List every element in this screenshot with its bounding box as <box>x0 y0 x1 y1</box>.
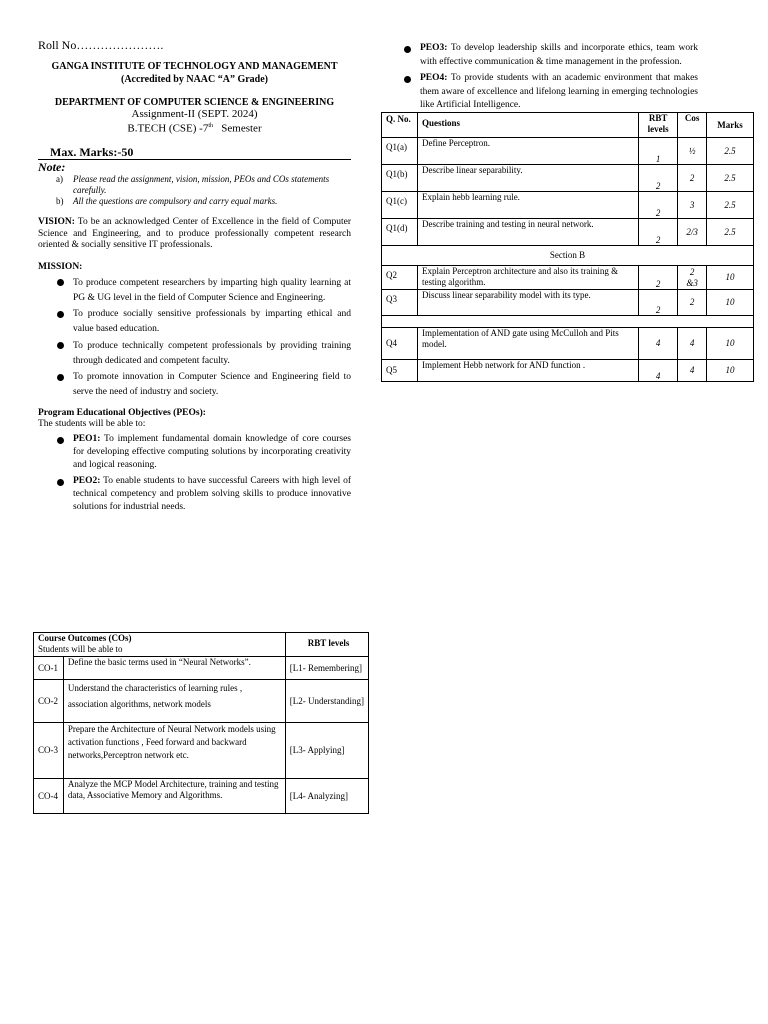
accreditation: (Accredited by NAAC “A” Grade) <box>120 74 268 85</box>
mission-bullet <box>56 341 66 351</box>
note-item-a: Please read the assignment, vision, mission, PEOs and COs statements carefully. <box>73 174 330 195</box>
note-title: Note: <box>38 160 66 174</box>
marks-value: 2.5 <box>707 219 754 246</box>
qno: Q1(c) <box>382 192 418 219</box>
marks-value: 10 <box>707 360 754 382</box>
institute-name: GANGA INSTITUTE OF TECHNOLOGY AND MANAGEMENT <box>51 61 338 72</box>
co-value: 2 <box>678 290 707 316</box>
peo-label: PEO1: <box>73 434 101 444</box>
co-subtitle: Students will be able to <box>38 643 123 654</box>
department-name: DEPARTMENT OF COMPUTER SCIENCE & ENGINEERING <box>54 97 335 108</box>
qno: Q1(a) <box>382 138 418 165</box>
question-text: Describe training and testing in neural network. <box>417 219 638 246</box>
header-marks: Marks <box>707 113 754 138</box>
co-value: ½ <box>678 138 707 165</box>
peo-item-2 <box>73 475 351 514</box>
co-row <box>34 680 369 723</box>
co-value: 4 <box>678 360 707 382</box>
course-outcomes-table <box>33 632 369 814</box>
course-suffix: Semester <box>221 122 262 135</box>
question-text: Define Perceptron. <box>417 138 638 165</box>
co-row <box>34 723 369 779</box>
question-text: Explain Perceptron architecture and also its training & testing algorithm. <box>417 266 638 290</box>
co-header-row <box>34 633 369 657</box>
co-rbt: [L1- Remembering] <box>285 657 368 680</box>
header-cos: Cos <box>678 113 707 138</box>
question-row <box>382 192 754 219</box>
vision-text: To be an acknowledged Center of Excellence in the field of Computer Science and Engineering, and to produce professionally competent research oriented & socially sensitive IT professionals. <box>38 217 351 250</box>
note-label-a: a) <box>56 174 63 184</box>
question-text: Explain hebb learning rule. <box>417 192 638 219</box>
peo-label: PEO4: <box>420 73 448 83</box>
co-value: 4 <box>678 328 707 360</box>
rbt-level: 2 <box>639 219 678 246</box>
section-b-label: Section B <box>382 246 754 266</box>
co-header-cell <box>34 633 286 657</box>
peo-bullet <box>403 75 413 85</box>
rbt-level: 2 <box>639 266 678 290</box>
qno: Q1(d) <box>382 219 418 246</box>
question-row <box>382 290 754 316</box>
rbt-level: 2 <box>639 165 678 192</box>
peo-label: PEO3: <box>420 43 448 53</box>
max-marks: Max. Marks:-50 <box>50 145 134 159</box>
co-row <box>34 779 369 814</box>
co-id: CO-1 <box>34 657 64 680</box>
peo-bullet <box>56 478 66 488</box>
co-row <box>34 657 369 680</box>
rbt-level: 4 <box>639 328 678 360</box>
peos-title: Program Educational Objectives (PEOs): <box>38 408 206 418</box>
co-text: Prepare the Architecture of Neural Network models using activation functions , Feed forward and backward networks,Perceptron network etc. <box>63 723 285 779</box>
question-row <box>382 328 754 360</box>
mission-item: To produce socially sensitive professionals by imparting ethical and value based education. <box>73 309 351 334</box>
rbt-level: 2 <box>639 192 678 219</box>
co-text: Analyze the MCP Model Architecture, training and testing data, Associative Memory and Algorithms. <box>63 779 285 814</box>
peo-text: To enable students to have successful Careers with high level of technical competency and problem solving skills to produce innovative solutions for industrial needs. <box>73 476 351 512</box>
marks-value: 10 <box>707 328 754 360</box>
assignment-title: Assignment-II (SEPT. 2024) <box>131 108 258 120</box>
question-row <box>382 138 754 165</box>
header-rbt: RBT levels <box>639 113 678 138</box>
note-item-b: All the questions are compulsory and carry equal marks. <box>73 196 278 206</box>
header-qno: Q. No. <box>382 113 418 138</box>
marks-value: 2.5 <box>707 138 754 165</box>
questions-header-row <box>382 113 754 138</box>
section-b-row <box>382 246 754 266</box>
peo-item-4 <box>420 72 698 113</box>
vision-paragraph <box>38 217 351 252</box>
note-label-b: b) <box>56 196 64 206</box>
co-value: 2 &3 <box>678 266 707 290</box>
marks-value: 10 <box>707 266 754 290</box>
peo-text: To implement fundamental domain knowledge of core courses for developing effective computing solutions by incorporating creativity and logical reasoning. <box>73 434 351 470</box>
co-id: CO-4 <box>34 779 64 814</box>
marks-value: 2.5 <box>707 165 754 192</box>
vision-label: VISION: <box>38 217 75 227</box>
course-semester <box>38 120 351 136</box>
question-text: Implementation of AND gate using McCulloh and Pits model. <box>417 328 638 360</box>
rbt-level: 2 <box>639 290 678 316</box>
co-rbt: [L4- Analyzing] <box>285 779 368 814</box>
co-id: CO-3 <box>34 723 64 779</box>
co-text: Define the basic terms used in “Neural Networks”. <box>63 657 285 680</box>
spacer-cell <box>382 316 754 328</box>
co-id: CO-2 <box>34 680 64 723</box>
mission-title: MISSION: <box>38 262 83 272</box>
rbt-level: 1 <box>639 138 678 165</box>
peos-intro: The students will be able to: <box>38 419 146 429</box>
co-rbt: [L2- Understanding] <box>285 680 368 723</box>
co-rbt-header: RBT levels <box>285 633 368 657</box>
peo-text: To provide students with an academic environment that makes them aware of excellence and lifelong learning in emerging technologies like Artificial Intelligence. <box>420 73 698 110</box>
question-row <box>382 266 754 290</box>
peo-text: To develop leadership skills and incorporate ethics, team work with effective communication & time management in the profession. <box>420 43 698 67</box>
question-row <box>382 360 754 382</box>
peo-bullet <box>56 436 66 446</box>
co-text: Understand the characteristics of learning rules , association algorithms, network models <box>63 680 285 723</box>
co-value: 2/3 <box>678 219 707 246</box>
peo-item-3 <box>420 42 698 69</box>
marks-value: 2.5 <box>707 192 754 219</box>
rbt-level: 4 <box>639 360 678 382</box>
qno: Q2 <box>382 266 418 290</box>
roll-no: Roll No…………………. <box>38 38 164 52</box>
question-row <box>382 219 754 246</box>
qno: Q5 <box>382 360 418 382</box>
question-row <box>382 165 754 192</box>
mission-item: To produce technically competent professionals by providing training through dedicated and competent faculty. <box>73 341 351 366</box>
peo-bullet <box>403 45 413 55</box>
mission-item: To produce competent researchers by imparting high quality learning at PG & UG level in the field of Computer Science and Engineering. <box>73 278 351 303</box>
peo-item-1 <box>73 433 351 472</box>
course-prefix: B.TECH (CSE) -7 <box>127 122 209 135</box>
marks-value: 10 <box>707 290 754 316</box>
question-text: Discuss linear separability model with its type. <box>417 290 638 316</box>
co-value: 2 <box>678 165 707 192</box>
questions-table <box>381 112 754 382</box>
qno: Q4 <box>382 328 418 360</box>
question-text: Describe linear separability. <box>417 165 638 192</box>
spacer-row <box>382 316 754 328</box>
peo-label: PEO2: <box>73 476 101 486</box>
header-question: Questions <box>417 113 638 138</box>
co-rbt: [L3- Applying] <box>285 723 368 779</box>
mission-bullet <box>56 310 66 320</box>
question-text: Implement Hebb network for AND function . <box>417 360 638 382</box>
qno: Q3 <box>382 290 418 316</box>
mission-bullet <box>56 278 66 288</box>
marks-divider <box>38 159 351 160</box>
course-sup: th <box>208 123 214 129</box>
qno: Q1(b) <box>382 165 418 192</box>
co-title: Course Outcomes (COs) <box>38 633 132 643</box>
mission-bullet <box>56 373 66 383</box>
co-value: 3 <box>678 192 707 219</box>
mission-item: To promote innovation in Computer Science and Engineering field to serve the need of industry and society. <box>73 372 351 397</box>
